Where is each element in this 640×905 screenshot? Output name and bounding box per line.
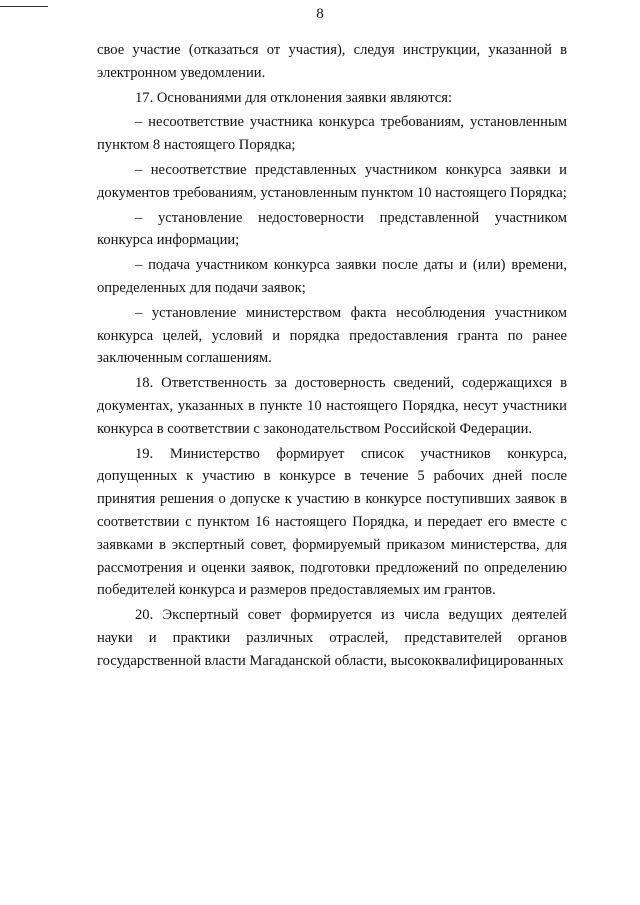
paragraph-20: 20. Экспертный совет формируется из числа ведущих деятелей науки и практики различных отраслей, представителей органов государственной власти Магаданской области, высококвалифицированных [97, 607, 567, 669]
list-item-documents-mismatch: – несоответствие представленных участником конкурса заявки и документов требованиям, установленным пунктом 10 настоящего Порядка; [97, 161, 567, 201]
list-item-requirements-mismatch: – несоответствие участника конкурса требованиям, установленным пунктом 8 настоящего Порядка; [97, 114, 567, 154]
list-item-false-information: – установление недостоверности представленной участником конкурса информации; [97, 209, 567, 249]
list-item-late-submission: – подача участником конкурса заявки после даты и (или) времени, определенных для подачи заявок; [97, 257, 567, 296]
document-body [97, 39, 567, 673]
paragraph-continuation: свое участие (отказаться от участия), следуя инструкции, указанной в электронном уведомлении. [97, 42, 567, 81]
paragraph-17-heading: 17. Основаниями для отклонения заявки являются: [135, 89, 453, 106]
paragraph-19: 19. Министерство формирует список участников конкурса, допущенных к участию в конкурсе в течение 5 рабочих дней после принятия решения о допуске к участию в конкурсе поступивших заявок в соответствии с пунктом 16 настоящего Порядка, и передает его вместе с заявками в экспертный совет, формируемый приказом министерства, для рассмотрения и оценки заявок, подготовки предложений по определению победителей конкурса и размеров предоставляемых им грантов. [97, 445, 567, 599]
paragraph-18: 18. Ответственность за достоверность сведений, содержащихся в документах, указанных в пункте 10 настоящего Порядка, несут участники конкурса в соответствии с законодательством Российской Федерации. [97, 375, 567, 437]
page-number: 8 [316, 6, 324, 22]
list-item-noncompliance: – установление министерством факта несоблюдения участником конкурса целей, условий и порядка предоставления гранта по ранее заключенным соглашениям. [97, 304, 567, 367]
